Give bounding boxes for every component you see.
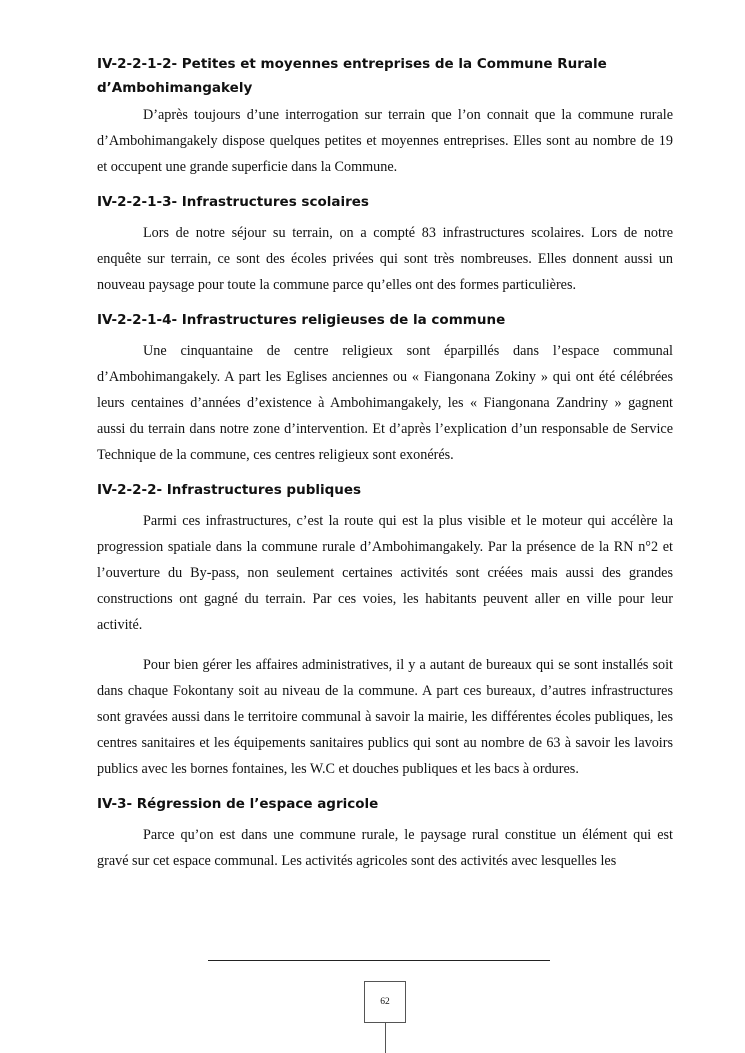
document-page (97, 52, 673, 874)
page-number: 62 (364, 981, 406, 1023)
paragraph: Une cinquantaine de centre religieux sont éparpillés dans l’espace communal d’Ambohimangakely. A part les Eglises anciennes ou « Fiangonana Zokiny » qui ont été célébrées leurs centaines d’années d’existence à Ambohimangakely, les « Fiangonana Zandriny » gagnent aussi du terrain dans notre zone d’intervention. Et d’après l’explication d’un responsable de Service Technique de la commune, ces centres religieux sont exonérés. (97, 343, 673, 463)
footer-rule (208, 960, 550, 961)
section-heading: IV-2-2-1-2- Petites et moyennes entreprises de la Commune Rurale d’Ambohimangakely (97, 56, 607, 96)
section-heading: IV-2-2-1-4- Infrastructures religieuses de la commune (97, 312, 506, 328)
paragraph: Parmi ces infrastructures, c’est la route qui est la plus visible et le moteur qui accélère la progression spatiale dans la commune rurale d’Ambohimangakely. Par la présence de la RN n°2 et l’ouverture du By-pass, non seulement certaines activités sont créées mais aussi des grandes constructions ont gagné du terrain. Par ces voies, les habitants peuvent aller en ville pour leur activité. (97, 513, 673, 633)
paragraph: Parce qu’on est dans une commune rurale, le paysage rural constitue un élément qui est gravé sur cet espace communal. Les activités agricoles sont des activités avec lesquelles les (97, 827, 673, 869)
paragraph: D’après toujours d’une interrogation sur terrain que l’on connait que la commune rurale d’Ambohimangakely dispose quelques petites et moyennes entreprises. Elles sont au nombre de 19 et occupent une grande superficie dans la Commune. (97, 107, 673, 175)
page-number-stem (385, 1023, 386, 1053)
paragraph: Pour bien gérer les affaires administratives, il y a autant de bureaux qui se sont installés soit dans chaque Fokontany soit au niveau de la commune. A part ces bureaux, d’autres infrastructures sont gravées aussi dans le territoire communal à savoir la mairie, les différentes écoles publiques, les centres sanitaires et les équipements sanitaires publics qui sont au nombre de 63 à savoir les lavoirs publics avec les bornes fontaines, les W.C et douches publiques et les bacs à ordures. (97, 657, 673, 777)
section-heading: IV-2-2-2- Infrastructures publiques (97, 482, 362, 498)
paragraph: Lors de notre séjour su terrain, on a compté 83 infrastructures scolaires. Lors de notre enquête sur terrain, ce sont des écoles privées qui sont très nombreuses. Elles donnent aussi un nouveau paysage pour toute la commune parce qu’elles ont des formes particulières. (97, 225, 673, 293)
section-heading: IV-3- Régression de l’espace agricole (97, 796, 379, 812)
section-heading: IV-2-2-1-3- Infrastructures scolaires (97, 194, 369, 210)
